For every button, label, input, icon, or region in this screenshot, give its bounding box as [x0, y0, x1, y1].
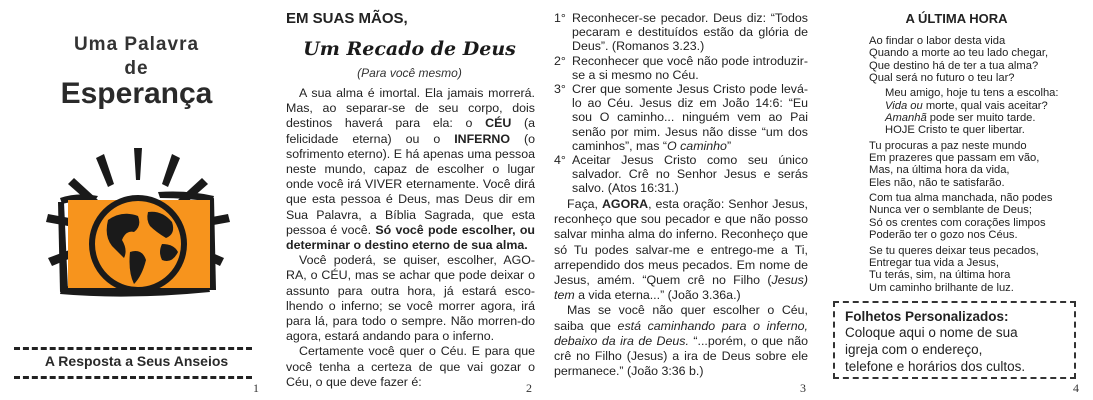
page-number: 4: [1073, 381, 1079, 395]
page-number: 2: [526, 381, 532, 395]
poem-stanza: Tu procuras a paz neste mundo Em prazeres que passam em vão, Mas, na última hora da vida, Eles não, não te satisfarão.: [869, 139, 1040, 189]
poem-stanza: Meu amigo, hoje tu tens a escolha: Vida ou morte, qual vais aceitar? Amanhã pode ser muito tarde. HOJE Cristo te quer libertar.: [885, 87, 1059, 137]
message-panel: [273, 0, 546, 400]
poem-stanza: Com tua alma manchada, não podes Nunca ver o semblante de Deus; Só os crentes com corações limpos Poderão ter o gozo nos Céus.: [869, 192, 1053, 242]
poem-panel: [820, 0, 1093, 400]
poem: [869, 35, 1084, 297]
message-body: [286, 86, 535, 390]
globe-sun-logo-icon: [38, 140, 238, 310]
message-title: Um Recado de Deus: [303, 38, 516, 60]
paragraph: Você poderá, se quiser, escolher, AGO-RA, o CÉU, mas se achar que pode deixar o assunto para outra hora, já estará esco-lhendo o inferno; se você morrer agora, irá para lá, para todo o sempre. Não morren-do agora, estará andando para o inferno.: [286, 253, 535, 344]
list-item: 1° Reconhecer-se pecador. Deus diz: “Todos pecaram e destituídos estão da glória de Deus”. (Romanos 3.23.): [554, 11, 808, 54]
page-number: 1: [253, 381, 259, 395]
box-title: Folhetos Personalizados:: [845, 309, 1009, 324]
poem-stanza: Se tu queres deixar teus pecados, Entregar tua vida a Jesus, Tu terás, sim, na última hora Um caminho brilhante de luz.: [869, 244, 1039, 294]
list-item: 4° Aceitar Jesus Cristo como seu único salvador. Crê no Senhor Jesus e serás salvo. (Atos 16:31.): [554, 153, 808, 196]
list-item: 3° Crer que somente Jesus Cristo pode levá-lo ao Céu. Jesus diz em João 14:6: “Eu sou O caminho... ninguém vem ao Pai senão por mim. Jesus não disse “um dos caminhos”, mas “O caminho”: [554, 82, 808, 153]
steps-panel: [546, 0, 820, 400]
paragraph: A sua alma é imortal. Ela jamais morrerá. Mas, ao separar-se de seu corpo, dois destinos haverá para ela: o CÉU (a felicidade eterna) ou o INFERNO (o sofrimento eterno). E há apenas uma pessoa neste mundo, capaz de escolher o lugar onde você irá VIVER eternamente. Você dirá que esta pessoa é Deus, mas Deus dir em Sua Palavra, a Bíblia Sagrada, que esta pessoa é você. Só você pode escolher, ou determinar o destino eterno de sua alma.: [286, 86, 535, 253]
panel-heading: EM SUAS MÃOS,: [286, 10, 408, 27]
footer-bottom-divider: [14, 376, 252, 379]
cover-title-line1: Uma Palavra: [73, 34, 200, 55]
poem-title: A ÚLTIMA HORA: [905, 11, 1008, 26]
cover-title-line2: de: [124, 58, 149, 79]
cover-panel: [0, 0, 273, 400]
cover-footer: A Resposta a Seus Anseios: [44, 353, 229, 369]
page-number: 3: [800, 381, 806, 395]
poem-stanza: Ao findar o labor desta vida Quando a morte ao teu lado chegar, Que destino há de ter a tua alma? Qual será no futuro o teu lar?: [869, 35, 1049, 85]
cover-title-line3: Esperança: [60, 77, 213, 110]
steps-list: [554, 11, 808, 196]
prayer-body: [554, 197, 808, 379]
paragraph: Mas se você não quer escolher o Céu, saiba que está caminhando para o inferno, debaixo da ira de Deus. “...porém, o que não crê no Filho (Jesus) a ira de Deus sobre ele permanece.” (João 3:36 b.): [554, 303, 808, 379]
custom-flyer-box: [833, 301, 1076, 379]
message-subtitle: (Para você mesmo): [357, 66, 462, 80]
box-text: Coloque aqui o nome de sua igreja com o endereço, telefone e horários dos cultos.: [845, 325, 1026, 374]
footer-top-divider: [14, 347, 252, 350]
paragraph: Certamente você quer o Céu. E para que você tenha a certeza de que vai gozar o Céu, o que deve fazer é:: [286, 344, 535, 389]
list-item: 2° Reconhecer que você não pode introduzir-se a si mesmo no Céu.: [554, 53, 808, 82]
paragraph: Faça, AGORA, esta oração: Senhor Jesus, reconheço que sou pecador e que não posso salvar minha alma do inferno. Reconheço que só Tu podes salvar-me e entrego-me a Ti, arrependido dos meus pecados. Em nome de Jesus, amém. “Quem crê no Filho (Jesus) tem a vida eterna...” (João 3.36a.): [554, 197, 808, 303]
